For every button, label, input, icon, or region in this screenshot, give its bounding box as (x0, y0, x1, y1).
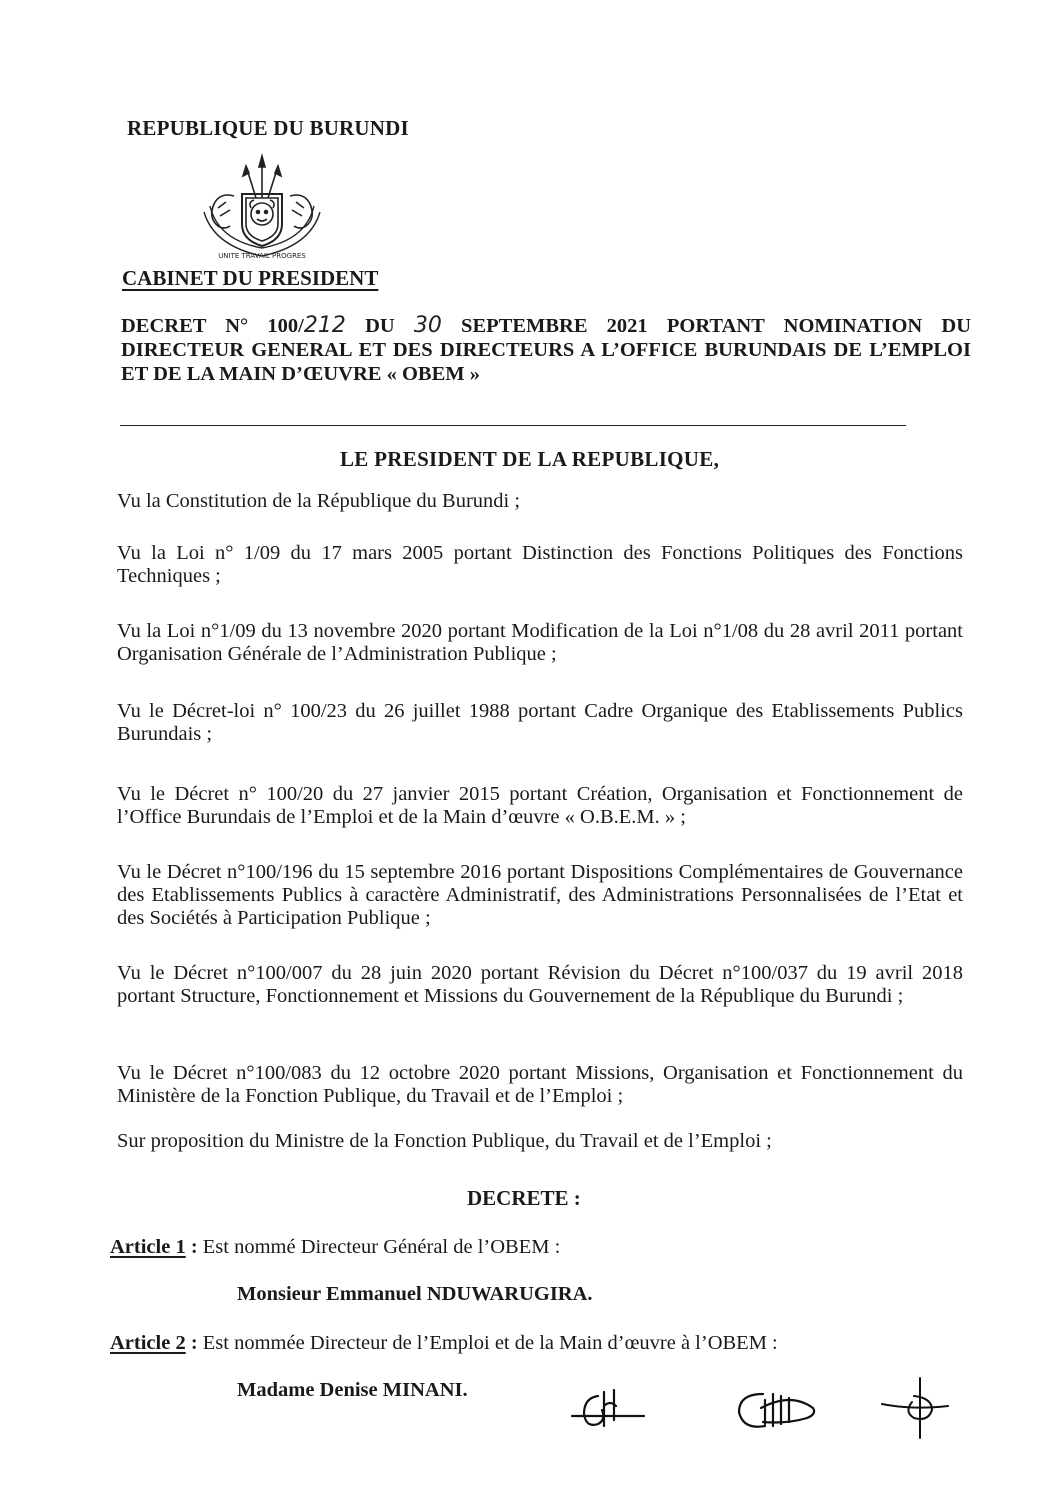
initials-signature-3 (880, 1376, 950, 1440)
republic-heading: REPUBLIQUE DU BURUNDI (127, 116, 409, 140)
article-1-label: Article 1 (110, 1236, 186, 1258)
initials-signature-2 (735, 1386, 831, 1436)
coat-of-arms-emblem (196, 152, 328, 264)
consideration-decret-2015: Vu le Décret n° 100/20 du 27 janvier 2015 portant Création, Organisation et Fonctionnement de l’Office Burundais de l’Emploi et de la Main d’œuvre « O.B.E.M. » ; (117, 783, 963, 828)
consideration-decret-loi-1988: Vu le Décret-loi n° 100/23 du 26 juillet 1988 portant Cadre Organique des Etablissements Publics Burundais ; (117, 700, 963, 745)
article-2-label: Article 2 (110, 1332, 186, 1354)
article-2-text: Est nommée Directeur de l’Emploi et de la Main d’œuvre à l’OBEM : (197, 1332, 778, 1354)
consideration-decret-2020-juin: Vu le Décret n°100/007 du 28 juin 2020 portant Révision du Décret n°100/037 du 19 avril 2018 portant Structure, Fonctionnement et Missions du Gouvernement de la République du Burundi ; (117, 962, 963, 1007)
proposition-ministre: Sur proposition du Ministre de la Fonction Publique, du Travail et de l’Emploi ; (117, 1130, 772, 1152)
consideration-loi-2020: Vu la Loi n°1/09 du 13 novembre 2020 portant Modification de la Loi n°1/08 du 28 avril 2011 portant Organisation Générale de l’Administration Publique ; (117, 620, 963, 665)
consideration-decret-2020-octobre: Vu le Décret n°100/083 du 12 octobre 2020 portant Missions, Organisation et Fonctionnement du Ministère de la Fonction Publique, du Travail et de l’Emploi ; (117, 1062, 963, 1107)
article-2-colon: : (185, 1332, 198, 1354)
article-1 (110, 1236, 560, 1259)
article-2-nominee: Madame Denise MINANI. (237, 1379, 468, 1401)
article-2 (110, 1332, 778, 1355)
article-1-colon: : (185, 1236, 198, 1258)
article-1-nominee: Monsieur Emmanuel NDUWARUGIRA. (237, 1283, 593, 1305)
emblem-motto: UNITE TRAVAIL PROGRES (218, 252, 306, 260)
title-prefix: DECRET N° 100/ (121, 315, 304, 337)
consideration-decret-2016: Vu le Décret n°100/196 du 15 septembre 2016 portant Dispositions Complémentaires de Gouvernance des Etablissements Publics à caractère Administratif, des Administrations Personnalisées de l’Etat et des Sociétés à Participation Publique ; (117, 861, 963, 929)
title-divider (120, 425, 906, 426)
decrete-heading: DECRETE : (467, 1186, 581, 1210)
consideration-loi-2005: Vu la Loi n° 1/09 du 17 mars 2005 portant Distinction des Fonctions Politiques des Fonctions Techniques ; (117, 542, 963, 587)
consideration-constitution: Vu la Constitution de la République du Burundi ; (117, 490, 521, 512)
title-du: DU (345, 315, 414, 337)
article-1-text: Est nommé Directeur Général de l’OBEM : (197, 1236, 561, 1258)
title-rest: SEPTEMBRE 2021 PORTANT NOMINATION DU DIRECTEUR GENERAL ET DES DIRECTEURS A L’OFFICE BURUNDAIS DE L’EMPLOI ET DE LA MAIN D’ŒUVRE « OBEM » (121, 315, 972, 385)
handwritten-decree-number: 212 (303, 313, 346, 338)
decree-title (121, 314, 971, 386)
handwritten-day: 30 (413, 313, 442, 338)
cabinet-heading: CABINET DU PRESIDENT (122, 266, 379, 290)
president-heading: LE PRESIDENT DE LA REPUBLIQUE, (340, 447, 720, 471)
initials-signature-1 (570, 1384, 650, 1440)
